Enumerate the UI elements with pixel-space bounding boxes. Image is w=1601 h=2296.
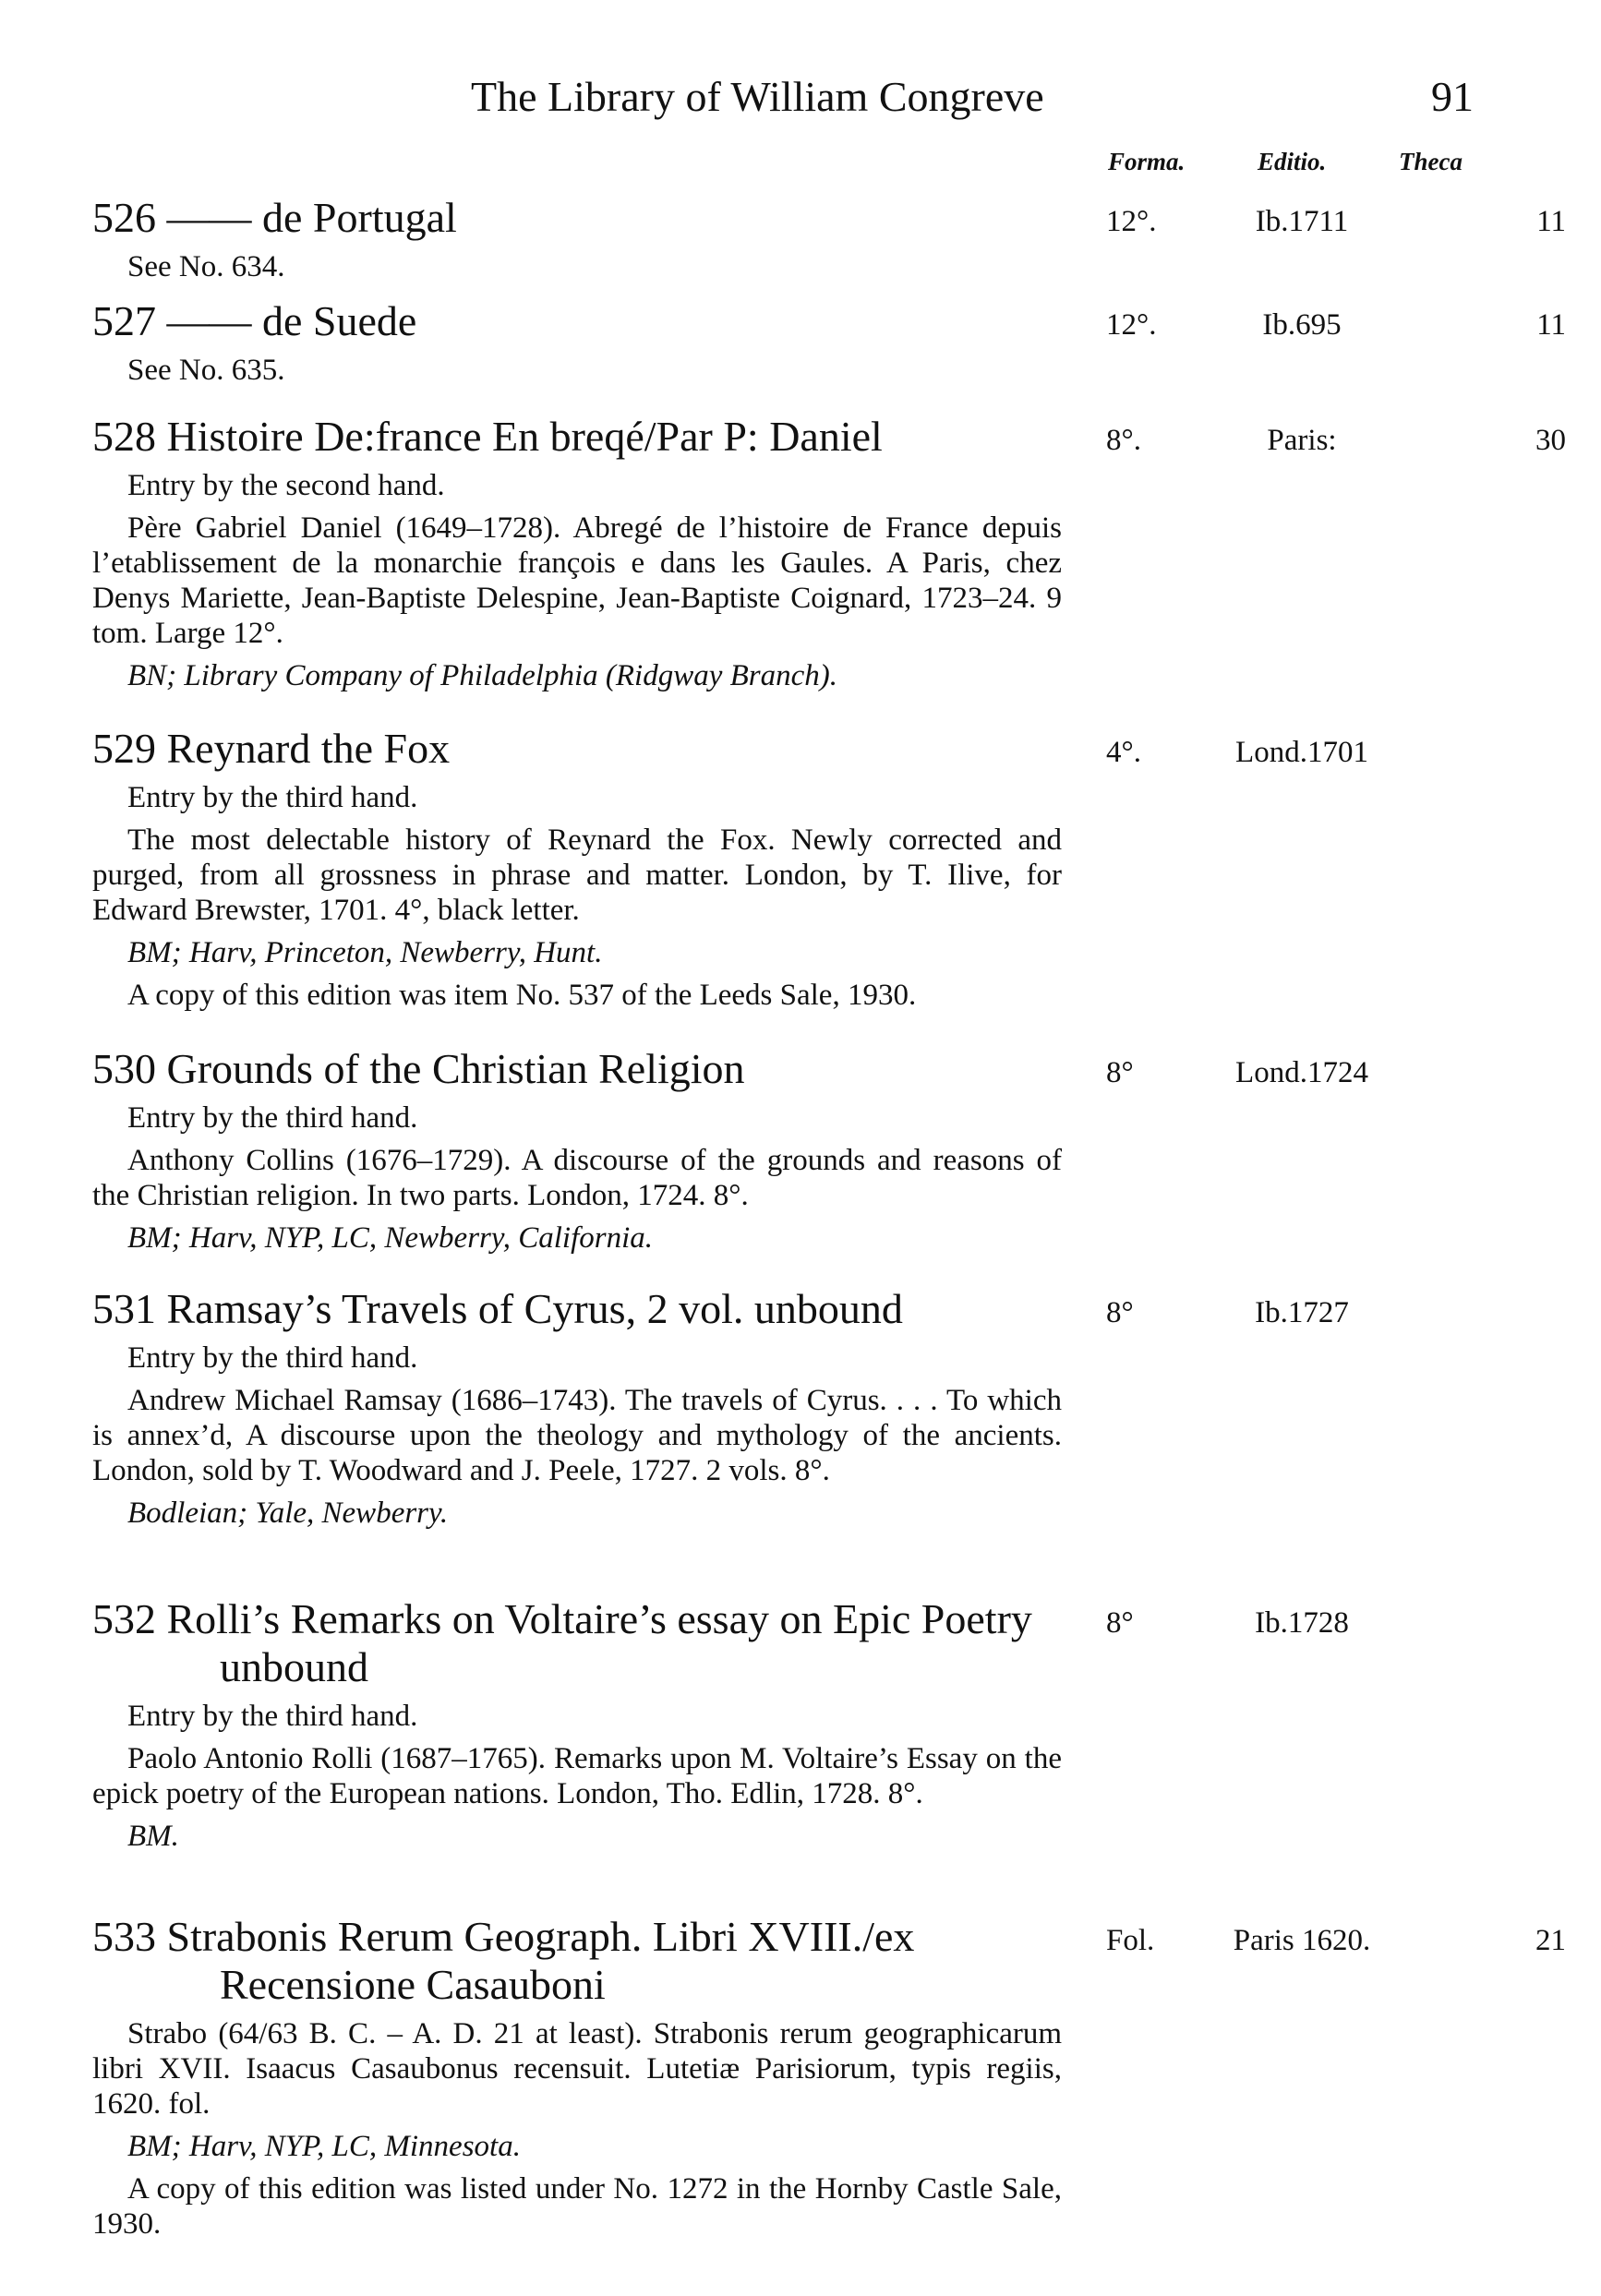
- entry-title: 529 Reynard the Fox: [92, 725, 451, 772]
- entry-notes: [92, 2016, 1062, 2242]
- note-paragraph: Andrew Michael Ramsay (1686–1743). The travels of Cyrus. . . . To which is annex’d, A discourse upon the theology and mythology of the ancients. London, sold by T. Woodward and J. Peele, 1727. 2 vols. 8°.: [92, 1384, 1062, 1487]
- entry-heading: [92, 1595, 1477, 1690]
- catalogue-entry: [92, 194, 1566, 292]
- entry-theca: 11: [1536, 308, 1566, 342]
- entry-editio: Paris:: [1267, 424, 1337, 457]
- entry-editio: Paris 1620.: [1233, 1924, 1371, 1957]
- page-number: 91: [1431, 73, 1474, 120]
- entry-forma: Fol.: [1106, 1924, 1155, 1957]
- note-paragraph: Strabo (64/63 B. C. – A. D. 21 at least). Strabonis rerum geographicarum libri XVII. Isaacus Casaubonus recensuit. Lutetiæ Parisiorum, typis regiis, 1620. fol.: [92, 2017, 1062, 2121]
- holdings-line: BM; Harv, NYP, LC, Newberry, California.: [127, 1221, 653, 1255]
- entry-forma: 4°.: [1106, 736, 1141, 769]
- holdings-line: BN; Library Company of Philadelphia (Ridgway Branch).: [127, 659, 838, 692]
- entry-forma: 12°.: [1106, 308, 1157, 342]
- holdings-line: BM; Harv, NYP, LC, Minnesota.: [127, 2130, 521, 2163]
- holdings-line: BM.: [127, 1820, 179, 1853]
- note-paragraph: See No. 635.: [127, 354, 285, 387]
- entry-heading: [92, 297, 1566, 345]
- entry-theca: 30: [1535, 424, 1566, 457]
- entry-title: 531 Ramsay’s Travels of Cyrus, 2 vol. unbound: [92, 1285, 903, 1332]
- catalogue-entry: [92, 413, 1566, 701]
- entry-theca: 11: [1536, 205, 1566, 238]
- note-paragraph: Entry by the third hand.: [127, 1700, 418, 1733]
- entry-heading: [92, 413, 1566, 461]
- catalogue-entry: [92, 1045, 1477, 1263]
- entry-theca: 21: [1535, 1924, 1566, 1957]
- entry-notes: [92, 1100, 1062, 1256]
- entry-editio: Ib.1728: [1255, 1606, 1349, 1640]
- entry-heading: [92, 194, 1566, 242]
- entry-title: 532 Rolli’s Remarks on Voltaire’s essay on Epic Poetry: [92, 1595, 1032, 1642]
- note-paragraph: See No. 634.: [127, 250, 285, 283]
- entry-forma: 8°: [1106, 1056, 1134, 1089]
- entry-title-continuation: unbound: [220, 1643, 368, 1690]
- note-paragraph: The most delectable history of Reynard the Fox. Newly corrected and purged, from all grossness in phrase and matter. London, by T. Ilive, for Edward Brewster, 1701. 4°, black letter.: [92, 823, 1062, 927]
- entry-editio: Ib.1727: [1255, 1296, 1349, 1329]
- holdings-line: Bodleian; Yale, Newberry.: [127, 1497, 449, 1530]
- holdings-line: BM; Harv, Princeton, Newberry, Hunt.: [127, 936, 603, 969]
- column-header-theca: Theca: [1399, 148, 1463, 175]
- entry-forma: 8°.: [1106, 424, 1141, 457]
- running-title: The Library of William Congreve: [471, 73, 1044, 120]
- entry-title: 527 —— de Suede: [92, 297, 417, 344]
- catalogue-entry: [92, 725, 1477, 1020]
- entry-title: 533 Strabonis Rerum Geograph. Libri XVIII./ex: [92, 1913, 915, 1960]
- entry-title: 530 Grounds of the Christian Religion: [92, 1045, 745, 1092]
- entry-editio: Ib.1711: [1255, 205, 1349, 238]
- entry-notes: [92, 249, 1062, 284]
- entry-forma: 12°.: [1106, 205, 1157, 238]
- entry-heading: [92, 1285, 1477, 1333]
- entry-notes: [92, 468, 1062, 693]
- entry-notes: [92, 353, 1062, 388]
- entry-title-continuation: Recensione Casauboni: [220, 1961, 606, 2008]
- note-paragraph: A copy of this edition was item No. 537 of the Leeds Sale, 1930.: [127, 979, 917, 1012]
- entry-heading: [92, 725, 1477, 773]
- note-paragraph: Paolo Antonio Rolli (1687–1765). Remarks upon M. Voltaire’s Essay on the epick poetry of the European nations. London, Tho. Edlin, 1728. 8°.: [92, 1742, 1062, 1810]
- catalogue-entry: [92, 1285, 1477, 1538]
- entry-title: 528 Histoire De:france En breqé/Par P: Daniel: [92, 413, 883, 460]
- note-paragraph: Entry by the second hand.: [127, 469, 445, 502]
- catalogue-entry: [92, 1595, 1477, 1861]
- note-paragraph: Entry by the third hand.: [127, 1101, 418, 1135]
- entry-heading: [92, 1913, 1566, 2008]
- entry-notes: [92, 1699, 1062, 1854]
- column-header-forma: Forma.: [1108, 148, 1186, 175]
- note-paragraph: Entry by the third hand.: [127, 1341, 418, 1375]
- note-paragraph: Anthony Collins (1676–1729). A discourse of the grounds and reasons of the Christian religion. In two parts. London, 1724. 8°.: [92, 1144, 1062, 1212]
- catalogue-entry: [92, 297, 1566, 395]
- entry-editio: Ib.695: [1262, 308, 1342, 342]
- entry-editio: Lond.1701: [1235, 736, 1368, 769]
- entry-editio: Lond.1724: [1235, 1056, 1368, 1089]
- entry-title: 526 —— de Portugal: [92, 194, 457, 241]
- entry-forma: 8°: [1106, 1606, 1134, 1640]
- entry-notes: [92, 780, 1062, 1013]
- note-paragraph: A copy of this edition was listed under No. 1272 in the Hornby Castle Sale, 1930.: [92, 2172, 1062, 2241]
- entry-notes: [92, 1340, 1062, 1531]
- note-paragraph: Père Gabriel Daniel (1649–1728). Abregé de l’histoire de France depuis l’etablissement de la monarchie françois e dans les Gaules. A Paris, chez Denys Mariette, Jean-Baptiste Delespine, Jean-Baptiste Coignard, 1723–24. 9 tom. Large 12°.: [92, 511, 1062, 650]
- column-header-editio: Editio.: [1258, 148, 1327, 175]
- note-paragraph: Entry by the third hand.: [127, 781, 418, 814]
- catalogue-entry: [92, 1913, 1566, 2249]
- entry-forma: 8°: [1106, 1296, 1134, 1329]
- entry-heading: [92, 1045, 1477, 1093]
